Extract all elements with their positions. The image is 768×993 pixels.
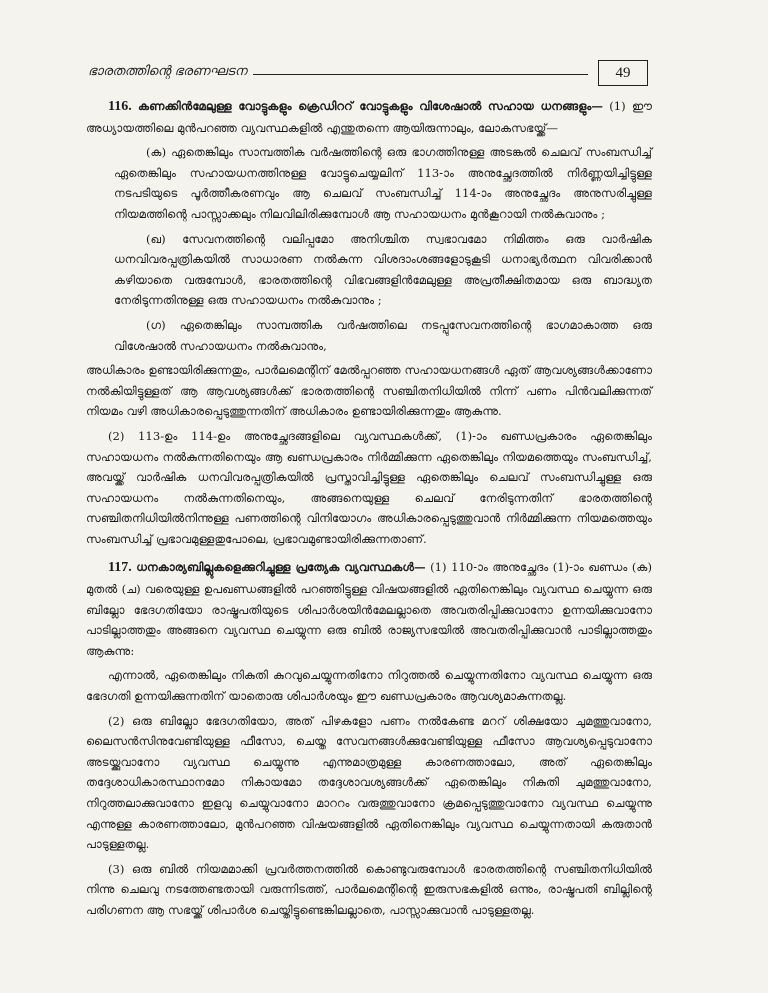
section-117-heading	[86, 557, 652, 661]
section-116-heading	[86, 96, 652, 138]
section-title: കണക്കിൻമേലുള്ള വോട്ടുകളും ക്രെഡിററ് വോട്ടുകളും വിശേഷാൽ സഹായ ധനങ്ങളും—	[138, 99, 603, 113]
subclause-ka: (ക) ഏതെങ്കിലും സാമ്പത്തിക വർഷത്തിന്റെ ഒരു ഭാഗത്തിനുള്ള അടങ്കൽ ചെലവ് സംബന്ധിച്ച് ഏതെങ്കിലും സഹായധനത്തിനുള്ള വോട്ടുചെയ്യലിന് 113-ാം അനുച്ഛേദത്തിൽ നിർണ്ണയിച്ചിട്ടുള്ള നടപടിയുടെ പൂർത്തീകരണവും ആ ചെലവ് സംബന്ധിച്ച് 114-ാം അനുച്ഛേദം അനുസരിച്ചുള്ള നിയമത്തിന്റെ പാസ്സാക്കലും നിലവിലിരിക്കുമ്പോൾ ആ സഹായധനം മുൻകൂറായി നൽകുവാനും ;	[114, 145, 652, 221]
header-rule	[253, 74, 588, 75]
clause-text: (1) ഈ അധ്യായത്തിലെ മുൻപറഞ്ഞ വ്യവസ്ഥകളിൽ എന്തുതന്നെ ആയിരുന്നാലും, ലോകസഭയ്ക്ക്—	[86, 99, 652, 135]
clause-1-closing: അധികാരം ഉണ്ടായിരിക്കുന്നതും, പാർലമെന്റിന് മേൽപ്പറഞ്ഞ സഹായധനങ്ങൾ ഏത് ആവശ്യങ്ങൾക്കാണോ നൽകിയിട്ടുള്ളത് ആ ആവശ്യങ്ങൾക്ക് ഭാരതത്തിന്റെ സഞ്ചിതനിധിയിൽ നിന്ന് പണം പിൻവലിക്കുന്നത് നിയമം വഴി അധികാരപ്പെടുത്തുന്നതിന് അധികാരം ഉണ്ടായിരിക്കുന്നതും ആകുന്നു.	[86, 363, 652, 419]
clause-2: (2) ഒരു ബില്ലോ ഭേദഗതിയോ, അത് പിഴകളോ പണം നൽകേണ്ട മററ് ശിക്ഷയോ ചുമത്തുവാനോ, ലൈസൻസിനുവേണ്ടിയുള്ള ഫീസോ, ചെയ്ത സേവനങ്ങൾക്കുവേണ്ടിയുള്ള ഫീസോ ആവശ്യപ്പെടുവാനോ അടയ്ക്കുവാനോ വ്യവസ്ഥ ചെയ്യുന്നു എന്നുമാത്രമുള്ള കാരണത്താലോ, അത് ഏതെങ്കിലും തദ്ദേശാധികാരസ്ഥാനമോ നികായമോ തദ്ദേശാവശ്യങ്ങൾക്ക് ഏതെങ്കിലും നികുതി ചുമത്തുവാനോ, നിറുത്തലാക്കുവാനോ ഇളവു ചെയ്യുവാനോ മാററം വരുത്തുവാനോ ക്രമപ്പെടുത്തുവാനോ വ്യവസ്ഥ ചെയ്യുന്നു എന്നുള്ള കാരണത്താലോ, മുൻപറഞ്ഞ വിഷയങ്ങളിൽ ഏതിനെങ്കിലും വ്യവസ്ഥ ചെയ്യുന്നതായി കരുതാൻ പാടുള്ളതല്ല.	[86, 713, 652, 852]
clause-2: (2) 113-ഉം 114-ഉം അനുച്ഛേദങ്ങളിലെ വ്യവസ്ഥകൾക്ക്, (1)-ാം ഖണ്ഡപ്രകാരം ഏതെങ്കിലും സഹായധനം നൽകുന്നതിനെയും ആ ഖണ്ഡപ്രകാരം നിർമ്മിക്കുന്ന ഏതെങ്കിലും നിയമത്തെയും സംബന്ധിച്ച്, അവയ്ക്ക് വാർഷിക ധനവിവരപ്പത്രികയിൽ പ്രസ്താവിച്ചിട്ടുള്ള ഏതെങ്കിലും ചെലവ് സംബന്ധിച്ചുള്ള ഒരു സഹായധനം നൽകുന്നതിനെയും, അങ്ങനെയുള്ള ചെലവ് നേരിടുന്നതിന് ഭാരതത്തിന്റെ സഞ്ചിതനിധിയിൽനിന്നുള്ള പണത്തിന്റെ വിനിയോഗം അധികാരപ്പെടുത്തുവാൻ നിർമ്മിക്കുന്ന നിയമത്തെയും സംബന്ധിച്ച് പ്രഭാവമുള്ളതുപോലെ, പ്രഭാവമുണ്ടായിരിക്കുന്നതാണ്.	[86, 428, 652, 546]
page-number: 49	[598, 60, 648, 86]
subclause-ga: (ഗ) ഏതെങ്കിലും സാമ്പത്തിക വർഷത്തിലെ നടപ്പുസേവനത്തിന്റെ ഭാഗമാകാത്ത ഒരു വിശേഷാൽ സഹായധനം നൽകുവാനും,	[114, 317, 652, 353]
page-header	[88, 60, 648, 88]
section-number: 116.	[108, 99, 132, 114]
section-number: 117.	[108, 560, 132, 576]
running-head: ഭാരതത്തിന്റെ ഭരണഘടന	[88, 64, 247, 79]
document-body	[86, 96, 652, 925]
proviso: എന്നാൽ, ഏതെങ്കിലും നികുതി കുറവുചെയ്യുന്നതിനോ നിറുത്തൽ ചെയ്യുന്നതിനോ വ്യവസ്ഥ ചെയ്യുന്ന ഒരു ഭേദഗതി ഉന്നയിക്കുന്നതിന് യാതൊരു ശിപാർശയും ഈ ഖണ്ഡപ്രകാരം ആവശ്യമാകുന്നതല്ല.	[86, 668, 652, 704]
clause-3: (3) ഒരു ബിൽ നിയമമാക്കി പ്രവർത്തനത്തിൽ കൊണ്ടുവരുമ്പോൾ ഭാരതത്തിന്റെ സഞ്ചിതനിധിയിൽ നിന്നു ചെലവു നടത്തേണ്ടതായി വരുന്നിടത്ത്, പാർലമെന്റിന്റെ ഇരുസഭകളിൽ ഒന്നും, രാഷ്ട്രപതി ബില്ലിന്റെ പരിഗണന ആ സഭയ്ക്ക് ശിപാർശ ചെയ്തിട്ടുണ്ടെങ്കിലല്ലാതെ, പാസ്സാക്കുവാൻ പാടുള്ളതല്ല.	[86, 861, 652, 917]
subclause-kha: (ഖ) സേവനത്തിന്റെ വലിപ്പമോ അനിശ്ചിത സ്വഭാവമോ നിമിത്തം ഒരു വാർഷിക ധനവിവരപ്പത്രികയിൽ സാധാരണ നൽകുന്ന വിശദാംശങ്ങളോടുകൂടി ധനാഭ്യർത്ഥന വിവരിക്കാൻ കഴിയാതെ വരുമ്പോൾ, ഭാരതത്തിന്റെ വിഭവങ്ങളിൻമേലുള്ള അപ്രതീക്ഷിതമായ ഒരു ബാദ്ധ്യത നേരിടുന്നതിനുള്ള ഒരു സഹായധനം നൽകുവാനും ;	[114, 231, 652, 308]
clause-text: (1) 110-ാം അനുച്ഛേദം (1)-ാം ഖണ്ഡം (ക) മുതൽ (ച) വരെയുള്ള ഉപഖണ്ഡങ്ങളിൽ പറഞ്ഞിട്ടുള്ള വിഷയങ്ങളിൽ ഏതിനെങ്കിലും വ്യവസ്ഥ ചെയ്യുന്ന ഒരു ബില്ലോ ഭേദഗതിയോ രാഷ്ട്രപതിയുടെ ശിപാർശയിൻമേലല്ലാതെ അവതരിപ്പിക്കുവാനോ ഉന്നയിക്കുവാനോ പാടില്ലാത്തതും അങ്ങനെ വ്യവസ്ഥ ചെയ്യുന്ന ഒരു ബിൽ രാജ്യസഭയിൽ അവതരിപ്പിക്കുവാൻ പാടില്ലാത്തതും ആകുന്നു:	[86, 560, 652, 658]
section-title: ധനകാര്യബില്ലുകളെക്കുറിച്ചുള്ള പ്രത്യേക വ്യവസ്ഥകൾ—	[136, 560, 426, 575]
